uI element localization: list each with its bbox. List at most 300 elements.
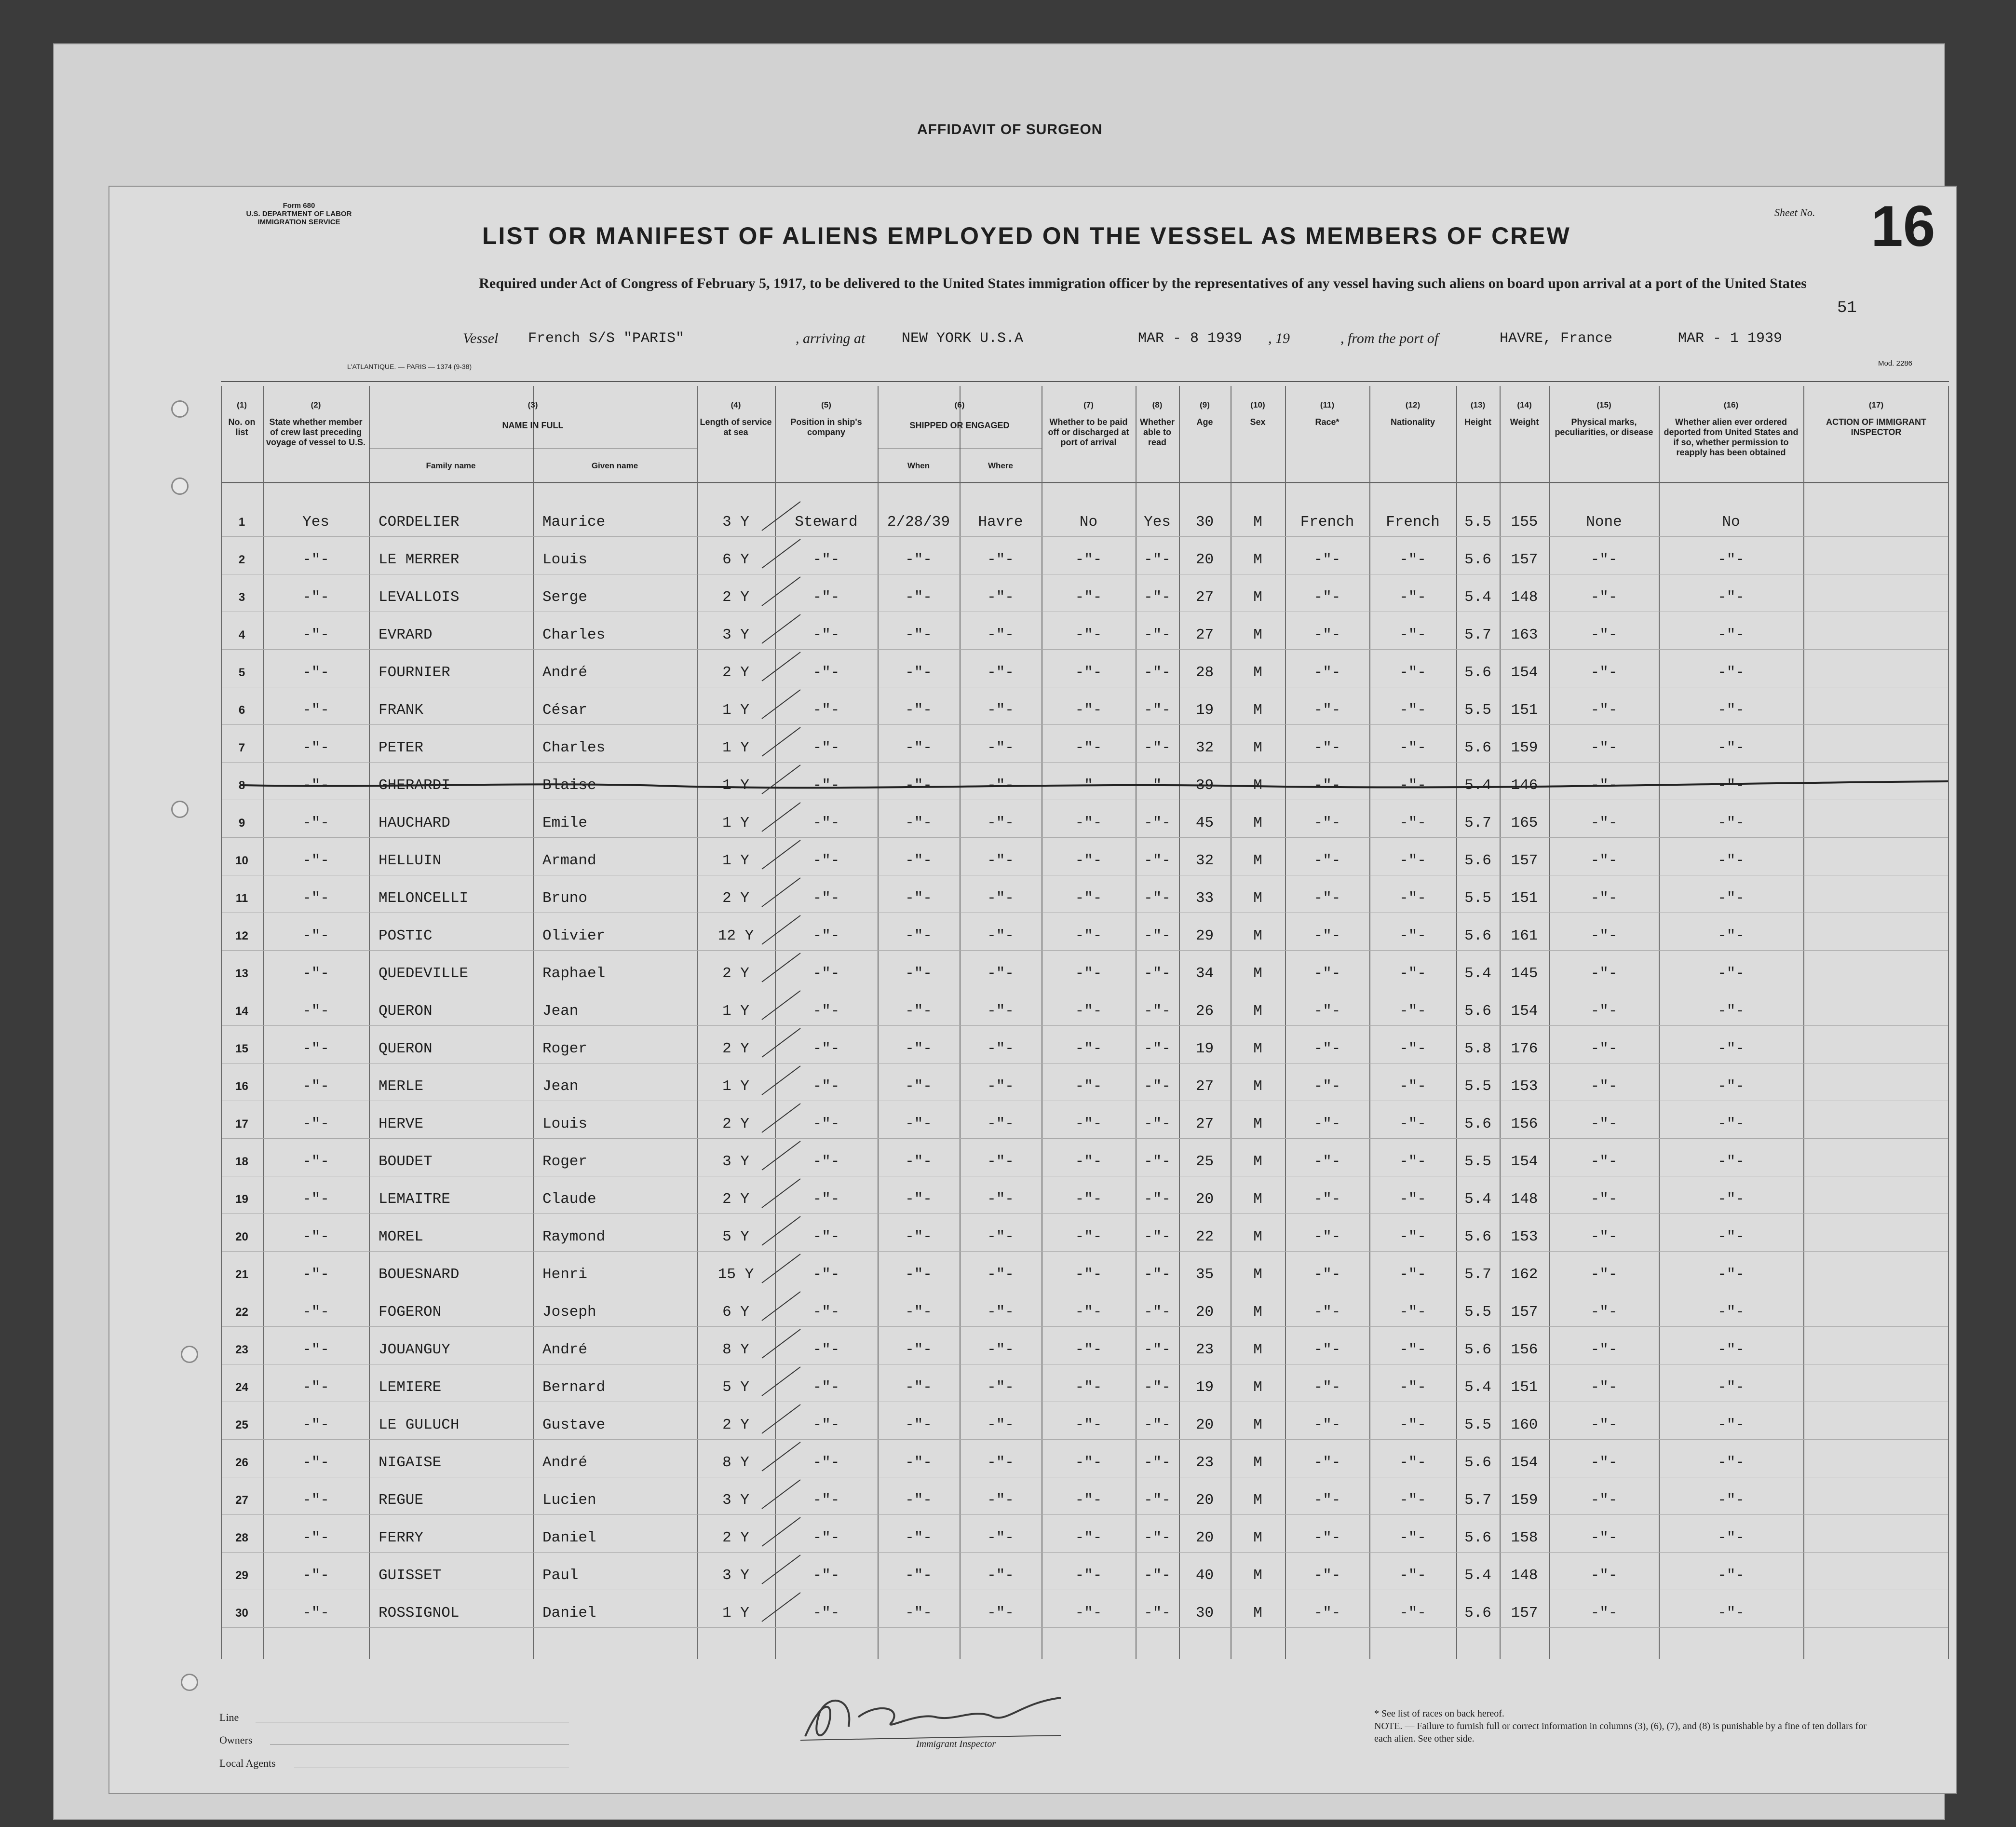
cell-service-length: 1 Y	[722, 815, 749, 832]
cell-given-name: César	[542, 702, 588, 719]
cell-shipped-when: -"-	[905, 890, 932, 907]
cell-nationality: -"-	[1399, 589, 1426, 606]
cell-deported: -"-	[1718, 1341, 1745, 1358]
cell-paid-off: -"-	[1075, 1492, 1102, 1509]
column-number: (3)	[528, 400, 538, 409]
cell-no: 7	[238, 741, 245, 754]
cell-sex: M	[1253, 815, 1262, 832]
column-number: (4)	[731, 400, 741, 409]
column-header: No. on list	[228, 417, 256, 437]
cell-shipped-when: -"-	[905, 1116, 932, 1132]
cell-able-to-read: -"-	[1144, 702, 1171, 719]
cell-paid-off: No	[1079, 514, 1098, 531]
tick-mark	[759, 1553, 803, 1586]
cell-service-length: 1 Y	[722, 702, 749, 719]
year-label: , 19	[1268, 330, 1290, 346]
cell-able-to-read: -"-	[1144, 1078, 1171, 1095]
affidavit-title: AFFIDAVIT OF SURGEON	[917, 122, 1103, 137]
strike-through-mark	[241, 772, 1977, 801]
cell-family-name: BOUESNARD	[379, 1266, 460, 1283]
cell-prior-voyage: -"-	[302, 1567, 329, 1584]
cell-age: 27	[1195, 1078, 1214, 1095]
form-header	[219, 202, 379, 226]
column-header: Nationality	[1390, 417, 1435, 427]
cell-family-name: REGUE	[379, 1492, 424, 1509]
cell-weight: 153	[1511, 1228, 1538, 1245]
cell-weight: 154	[1511, 664, 1538, 681]
column-subheader: Given name	[591, 461, 638, 470]
cell-height: 5.6	[1464, 1341, 1491, 1358]
cell-position: -"-	[812, 551, 840, 568]
cell-nationality: -"-	[1399, 1454, 1426, 1471]
cell-given-name: Olivier	[542, 927, 606, 944]
cell-no: 8	[238, 779, 245, 792]
cell-height: 5.5	[1464, 1417, 1491, 1433]
cell-physical-marks: -"-	[1590, 965, 1618, 982]
cell-physical-marks: -"-	[1590, 1417, 1618, 1433]
cell-shipped-when: -"-	[905, 1191, 932, 1208]
cell-family-name: GUISSET	[379, 1567, 442, 1584]
sheet-number: 16	[1871, 194, 1935, 259]
column-number: (8)	[1152, 400, 1163, 409]
cell-no: 22	[235, 1306, 248, 1319]
cell-prior-voyage: Yes	[302, 514, 329, 531]
cell-nationality: -"-	[1399, 927, 1426, 944]
cell-weight: 157	[1511, 1605, 1538, 1622]
column-header: Age	[1196, 417, 1213, 427]
cell-shipped-where: -"-	[987, 1605, 1014, 1622]
sheet-label: Sheet No.	[1774, 206, 1815, 218]
cell-able-to-read: -"-	[1144, 1567, 1171, 1584]
cell-race: -"-	[1313, 1266, 1341, 1283]
column-header: Sex	[1250, 417, 1266, 427]
cell-deported: -"-	[1718, 1116, 1745, 1132]
cell-prior-voyage: -"-	[302, 551, 329, 568]
arriving-label: , arriving at	[796, 330, 866, 346]
cell-height: 5.4	[1464, 965, 1491, 982]
cell-race: -"-	[1313, 1153, 1341, 1170]
cell-sex: M	[1253, 1191, 1262, 1208]
cell-prior-voyage: -"-	[302, 1078, 329, 1095]
cell-given-name: Bernard	[542, 1379, 606, 1396]
cell-height: 5.6	[1464, 927, 1491, 944]
cell-age: 19	[1195, 1379, 1214, 1396]
column-header: Weight	[1510, 417, 1539, 427]
cell-physical-marks: -"-	[1590, 1040, 1618, 1057]
tick-mark	[759, 1590, 803, 1624]
cell-sex: M	[1253, 589, 1262, 606]
cell-given-name: Jean	[542, 1003, 579, 1020]
column-header: Whether able to read	[1140, 417, 1175, 447]
cell-shipped-when: -"-	[905, 1417, 932, 1433]
cell-weight: 157	[1511, 551, 1538, 568]
cell-family-name: FOURNIER	[379, 664, 450, 681]
cell-family-name: HERVE	[379, 1116, 424, 1132]
cell-shipped-when: -"-	[905, 1003, 932, 1020]
column-header: SHIPPED OR ENGAGED	[909, 421, 1010, 430]
cell-given-name: Armand	[542, 852, 596, 869]
cell-able-to-read: -"-	[1144, 1191, 1171, 1208]
cell-shipped-when: -"-	[905, 1153, 932, 1170]
cell-shipped-when: -"-	[905, 551, 932, 568]
cell-given-name: Henri	[542, 1266, 588, 1283]
cell-service-length: 2 Y	[722, 965, 749, 982]
cell-shipped-when: -"-	[905, 1567, 932, 1584]
cell-weight: 159	[1511, 739, 1538, 756]
cell-given-name: Daniel	[542, 1605, 596, 1622]
cell-race: -"-	[1313, 777, 1341, 794]
cell-shipped-where: -"-	[987, 1040, 1014, 1057]
cell-given-name: Serge	[542, 589, 588, 606]
cell-family-name: QUEDEVILLE	[379, 965, 469, 982]
cell-race: -"-	[1313, 927, 1341, 944]
cell-nationality: French	[1386, 514, 1440, 531]
cell-position: Steward	[795, 514, 858, 531]
from-port: HAVRE, France	[1500, 330, 1613, 347]
cell-prior-voyage: -"-	[302, 890, 329, 907]
cell-paid-off: -"-	[1075, 589, 1102, 606]
cell-shipped-where: -"-	[987, 1153, 1014, 1170]
tick-mark	[759, 1214, 803, 1248]
row-rule	[222, 1025, 1948, 1026]
cell-nationality: -"-	[1399, 1266, 1426, 1283]
cell-nationality: -"-	[1399, 1003, 1426, 1020]
cell-nationality: -"-	[1399, 1379, 1426, 1396]
cell-no: 30	[235, 1607, 248, 1620]
cell-age: 32	[1195, 852, 1214, 869]
cell-position: -"-	[812, 1191, 840, 1208]
tick-mark	[759, 1402, 803, 1436]
cell-age: 35	[1195, 1266, 1214, 1283]
cell-able-to-read: -"-	[1144, 739, 1171, 756]
cell-position: -"-	[812, 1003, 840, 1020]
cell-family-name: HELLUIN	[379, 852, 442, 869]
cell-age: 20	[1195, 1492, 1214, 1509]
cell-given-name: Gustave	[542, 1417, 606, 1433]
cell-deported: -"-	[1718, 965, 1745, 982]
cell-shipped-when: -"-	[905, 1266, 932, 1283]
cell-service-length: 2 Y	[722, 1417, 749, 1433]
cell-able-to-read: -"-	[1144, 965, 1171, 982]
cell-height: 5.8	[1464, 1040, 1491, 1057]
cell-height: 5.6	[1464, 551, 1491, 568]
cell-weight: 145	[1511, 965, 1538, 982]
cell-family-name: JOUANGUY	[379, 1341, 450, 1358]
cell-able-to-read: Yes	[1144, 514, 1171, 531]
cell-shipped-when: -"-	[905, 702, 932, 719]
cell-height: 5.6	[1464, 1605, 1491, 1622]
cell-family-name: ROSSIGNOL	[379, 1605, 460, 1622]
cell-race: -"-	[1313, 1529, 1341, 1546]
tick-mark	[759, 1101, 803, 1135]
cell-position: -"-	[812, 927, 840, 944]
cell-deported: -"-	[1718, 1153, 1745, 1170]
cell-deported: -"-	[1718, 852, 1745, 869]
form-department: U.S. DEPARTMENT OF LABOR	[246, 210, 352, 218]
cell-given-name: Emile	[542, 815, 588, 832]
cell-sex: M	[1253, 927, 1262, 944]
cell-race: -"-	[1313, 1379, 1341, 1396]
tick-mark	[759, 1440, 803, 1473]
cell-prior-voyage: -"-	[302, 1003, 329, 1020]
cell-paid-off: -"-	[1075, 965, 1102, 982]
table-top-rule	[221, 381, 1949, 382]
cell-nationality: -"-	[1399, 627, 1426, 643]
column-header: ACTION OF IMMIGRANT INSPECTOR	[1826, 417, 1926, 437]
cell-deported: -"-	[1718, 1379, 1745, 1396]
cell-age: 20	[1195, 1304, 1214, 1321]
cell-family-name: LEVALLOIS	[379, 589, 460, 606]
cell-shipped-when: -"-	[905, 777, 932, 794]
cell-sex: M	[1253, 1454, 1262, 1471]
cell-shipped-where: -"-	[987, 777, 1014, 794]
cell-deported: -"-	[1718, 815, 1745, 832]
cell-no: 4	[238, 628, 245, 641]
cell-age: 20	[1195, 1191, 1214, 1208]
cell-physical-marks: -"-	[1590, 1379, 1618, 1396]
cell-able-to-read: -"-	[1144, 1040, 1171, 1057]
cell-no: 6	[238, 704, 245, 717]
tick-mark	[759, 838, 803, 872]
cell-service-length: 1 Y	[722, 1605, 749, 1622]
cell-paid-off: -"-	[1075, 1003, 1102, 1020]
cell-service-length: 5 Y	[722, 1379, 749, 1396]
cell-deported: -"-	[1718, 1529, 1745, 1546]
cell-shipped-when: 2/28/39	[887, 514, 950, 531]
cell-given-name: Blaise	[542, 777, 596, 794]
cell-physical-marks: -"-	[1590, 627, 1618, 643]
cell-age: 20	[1195, 1529, 1214, 1546]
cell-race: -"-	[1313, 852, 1341, 869]
cell-service-length: 1 Y	[722, 777, 749, 794]
cell-given-name: Louis	[542, 551, 588, 568]
cell-sex: M	[1253, 627, 1262, 643]
cell-family-name: EVRARD	[379, 627, 433, 643]
cell-shipped-where: -"-	[987, 1567, 1014, 1584]
cell-shipped-where: -"-	[987, 890, 1014, 907]
column-number: (7)	[1083, 400, 1094, 409]
cell-nationality: -"-	[1399, 965, 1426, 982]
cell-able-to-read: -"-	[1144, 1379, 1171, 1396]
column-number: (9)	[1200, 400, 1210, 409]
arriving-port: NEW YORK U.S.A	[902, 330, 1024, 347]
cell-deported: -"-	[1718, 589, 1745, 606]
cell-sex: M	[1253, 965, 1262, 982]
cell-race: -"-	[1313, 664, 1341, 681]
punch-hole	[171, 400, 189, 418]
cell-shipped-where: -"-	[987, 1529, 1014, 1546]
cell-nationality: -"-	[1399, 551, 1426, 568]
vessel-label: Vessel	[463, 330, 499, 346]
column-header: Whether alien ever ordered deported from United States and if so, whether permission to reapply has been obtained	[1664, 417, 1799, 457]
cell-physical-marks: -"-	[1590, 702, 1618, 719]
column-rule	[369, 386, 370, 1659]
cell-age: 29	[1195, 927, 1214, 944]
cell-position: -"-	[812, 1379, 840, 1396]
cell-position: -"-	[812, 627, 840, 643]
cell-prior-voyage: -"-	[302, 1228, 329, 1245]
column-header: Height	[1464, 417, 1491, 427]
cell-prior-voyage: -"-	[302, 927, 329, 944]
tick-mark	[759, 763, 803, 796]
cell-sex: M	[1253, 551, 1262, 568]
cell-physical-marks: -"-	[1590, 1605, 1618, 1622]
cell-service-length: 2 Y	[722, 1529, 749, 1546]
cell-prior-voyage: -"-	[302, 1266, 329, 1283]
cell-service-length: 3 Y	[722, 514, 749, 531]
cell-height: 5.4	[1464, 1191, 1491, 1208]
cell-race: -"-	[1313, 1003, 1341, 1020]
cell-able-to-read: -"-	[1144, 664, 1171, 681]
cell-service-length: 2 Y	[722, 1116, 749, 1132]
cell-physical-marks: -"-	[1590, 1153, 1618, 1170]
cell-nationality: -"-	[1399, 815, 1426, 832]
cell-weight: 160	[1511, 1417, 1538, 1433]
cell-weight: 176	[1511, 1040, 1538, 1057]
cell-prior-voyage: -"-	[302, 702, 329, 719]
cell-deported: No	[1722, 514, 1740, 531]
cell-paid-off: -"-	[1075, 927, 1102, 944]
cell-physical-marks: -"-	[1590, 1529, 1618, 1546]
cell-family-name: QUERON	[379, 1040, 433, 1057]
cell-position: -"-	[812, 1492, 840, 1509]
tick-mark	[759, 1515, 803, 1549]
tick-mark	[759, 499, 803, 533]
cell-physical-marks: -"-	[1590, 664, 1618, 681]
cell-nationality: -"-	[1399, 852, 1426, 869]
cell-service-length: 12 Y	[717, 927, 754, 944]
cell-no: 23	[235, 1343, 248, 1356]
cell-deported: -"-	[1718, 1191, 1745, 1208]
column-number: (17)	[1868, 400, 1884, 409]
cell-position: -"-	[812, 777, 840, 794]
cell-position: -"-	[812, 1153, 840, 1170]
cell-sex: M	[1253, 1567, 1262, 1584]
cell-weight: 157	[1511, 852, 1538, 869]
cell-service-length: 1 Y	[722, 852, 749, 869]
tick-mark	[759, 1176, 803, 1210]
cell-physical-marks: -"-	[1590, 1567, 1618, 1584]
cell-able-to-read: -"-	[1144, 927, 1171, 944]
cell-physical-marks: -"-	[1590, 1492, 1618, 1509]
cell-physical-marks: -"-	[1590, 551, 1618, 568]
cell-position: -"-	[812, 739, 840, 756]
cell-age: 22	[1195, 1228, 1214, 1245]
column-rule	[1948, 386, 1949, 1659]
tick-mark	[759, 913, 803, 947]
cell-able-to-read: -"-	[1144, 890, 1171, 907]
cell-shipped-where: -"-	[987, 815, 1014, 832]
cell-no: 20	[235, 1230, 248, 1243]
tick-mark	[759, 612, 803, 646]
cell-shipped-where: -"-	[987, 1379, 1014, 1396]
cell-deported: -"-	[1718, 777, 1745, 794]
cell-paid-off: -"-	[1075, 739, 1102, 756]
cell-no: 15	[235, 1042, 248, 1055]
column-number: (15)	[1597, 400, 1611, 409]
cell-physical-marks: None	[1586, 514, 1622, 531]
cell-family-name: FOGERON	[379, 1304, 442, 1321]
cell-paid-off: -"-	[1075, 627, 1102, 643]
cell-race: French	[1300, 514, 1354, 531]
cell-prior-voyage: -"-	[302, 664, 329, 681]
cell-no: 5	[238, 666, 245, 679]
cell-sex: M	[1253, 1341, 1262, 1358]
tick-mark	[759, 1139, 803, 1173]
cell-given-name: André	[542, 1454, 588, 1471]
cell-prior-voyage: -"-	[302, 1529, 329, 1546]
tick-mark	[759, 537, 803, 571]
cell-service-length: 6 Y	[722, 1304, 749, 1321]
owners-label: Owners	[219, 1734, 253, 1746]
cell-race: -"-	[1313, 1116, 1341, 1132]
cell-weight: 156	[1511, 1116, 1538, 1132]
cell-service-length: 6 Y	[722, 551, 749, 568]
tick-mark	[759, 1252, 803, 1285]
local-agents-label: Local Agents	[219, 1757, 276, 1769]
cell-weight: 148	[1511, 1191, 1538, 1208]
cell-deported: -"-	[1718, 1266, 1745, 1283]
cell-prior-voyage: -"-	[302, 1605, 329, 1622]
cell-shipped-when: -"-	[905, 1228, 932, 1245]
cell-given-name: Claude	[542, 1191, 596, 1208]
cell-height: 5.5	[1464, 514, 1491, 531]
cell-deported: -"-	[1718, 551, 1745, 568]
cell-able-to-read: -"-	[1144, 1341, 1171, 1358]
cell-race: -"-	[1313, 1454, 1341, 1471]
cell-position: -"-	[812, 1341, 840, 1358]
cell-no: 17	[235, 1118, 248, 1131]
cell-weight: 148	[1511, 589, 1538, 606]
depart-date: MAR - 1 1939	[1678, 330, 1783, 347]
column-number: (2)	[311, 400, 321, 409]
tick-mark	[759, 650, 803, 683]
row-rule	[222, 1326, 1948, 1327]
cell-physical-marks: -"-	[1590, 777, 1618, 794]
column-header: State whether member of crew last preceding voyage of vessel to U.S.	[266, 417, 366, 447]
cell-service-length: 2 Y	[722, 664, 749, 681]
cell-family-name: FERRY	[379, 1529, 424, 1546]
inspector-label: Immigrant Inspector	[916, 1739, 996, 1749]
cell-deported: -"-	[1718, 1492, 1745, 1509]
punch-hole	[171, 801, 189, 818]
cell-deported: -"-	[1718, 1078, 1745, 1095]
cell-sex: M	[1253, 777, 1262, 794]
cell-shipped-when: -"-	[905, 1454, 932, 1471]
cell-no: 2	[238, 553, 245, 566]
form-service: IMMIGRATION SERVICE	[257, 218, 340, 226]
cell-weight: 157	[1511, 1304, 1538, 1321]
cell-paid-off: -"-	[1075, 664, 1102, 681]
row-rule	[222, 536, 1948, 537]
cell-service-length: 8 Y	[722, 1341, 749, 1358]
cell-sex: M	[1253, 739, 1262, 756]
cell-deported: -"-	[1718, 664, 1745, 681]
cell-given-name: Charles	[542, 627, 606, 643]
cell-service-length: 8 Y	[722, 1454, 749, 1471]
cell-service-length: 1 Y	[722, 1078, 749, 1095]
cell-no: 26	[235, 1456, 248, 1469]
cell-given-name: Charles	[542, 739, 606, 756]
cell-service-length: 15 Y	[717, 1266, 754, 1283]
cell-shipped-where: -"-	[987, 1492, 1014, 1509]
cell-paid-off: -"-	[1075, 1228, 1102, 1245]
cell-sex: M	[1253, 1040, 1262, 1057]
cell-race: -"-	[1313, 1191, 1341, 1208]
cell-given-name: Raphael	[542, 965, 606, 982]
cell-able-to-read: -"-	[1144, 589, 1171, 606]
cell-height: 5.6	[1464, 1529, 1491, 1546]
